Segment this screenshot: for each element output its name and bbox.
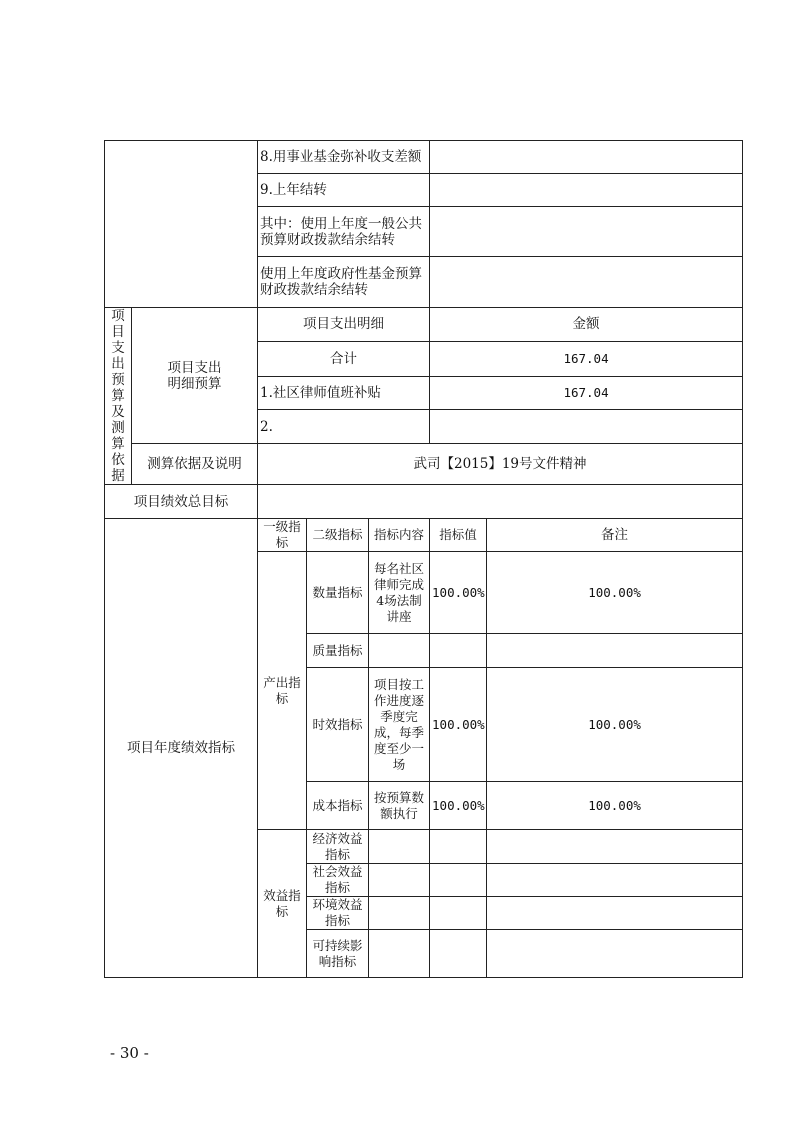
page-number: - 30 - (110, 1044, 149, 1062)
item-1-value: 167.04 (430, 376, 743, 410)
row-fund-balance-label: 8.用事业基金弥补收支差额 (258, 141, 430, 174)
indicator-content (369, 864, 430, 897)
group-output-indicators: 产出指标 (258, 552, 307, 830)
total-value: 167.04 (430, 341, 743, 376)
indicator-level2: 经济效益指标 (307, 830, 369, 864)
overall-goal-label: 项目绩效总目标 (105, 485, 258, 519)
indicator-level2: 质量指标 (307, 634, 369, 668)
indicator-level2: 数量指标 (307, 552, 369, 634)
indicator-value: 100.00% (430, 668, 487, 782)
header-level2: 二级指标 (307, 519, 369, 552)
header-content: 指标内容 (369, 519, 430, 552)
indicator-remark: 100.00% (487, 668, 743, 782)
header-level1: 一级指标 (258, 519, 307, 552)
indicator-level2: 成本指标 (307, 782, 369, 830)
indicator-content: 按预算数额执行 (369, 782, 430, 830)
section-label-expenditure-basis: 项目支出预算及测算依据 (105, 308, 132, 485)
indicator-content: 每名社区律师完成4场法制讲座 (369, 552, 430, 634)
indicator-remark (487, 897, 743, 930)
indicator-remark (487, 864, 743, 897)
row-fund-budget-carryover-label: 使用上年度政府性基金预算财政拨款结余结转 (258, 257, 430, 308)
row-prior-carryover-label: 9.上年结转 (258, 174, 430, 207)
group-benefit-indicators: 效益指标 (258, 830, 307, 978)
indicator-level2: 时效指标 (307, 668, 369, 782)
item-2-value (430, 410, 743, 444)
indicator-level2: 环境效益指标 (307, 897, 369, 930)
section-label-expenditure-detail: 项目支出明细预算 (132, 308, 258, 444)
indicator-level2: 可持续影响指标 (307, 930, 369, 978)
basis-label: 测算依据及说明 (132, 444, 258, 485)
basis-value: 武司【2015】19号文件精神 (258, 444, 743, 485)
header-amount: 金额 (430, 308, 743, 342)
indicator-content (369, 930, 430, 978)
indicator-content (369, 897, 430, 930)
annual-indicators-label: 项目年度绩效指标 (105, 519, 258, 978)
row-fund-balance-value (430, 141, 743, 174)
empty-label-cell (105, 141, 258, 308)
indicator-remark: 100.00% (487, 552, 743, 634)
header-remark: 备注 (487, 519, 743, 552)
item-1-label: 1.社区律师值班补贴 (258, 376, 430, 410)
indicator-content (369, 830, 430, 864)
indicator-content (369, 634, 430, 668)
indicator-remark: 100.00% (487, 782, 743, 830)
item-2-label: 2. (258, 410, 430, 444)
indicator-value (430, 634, 487, 668)
header-value: 指标值 (430, 519, 487, 552)
budget-table (104, 140, 743, 978)
total-label: 合计 (258, 341, 430, 376)
indicator-value (430, 897, 487, 930)
overall-goal-value (258, 485, 743, 519)
row-general-budget-carryover-value (430, 207, 743, 257)
indicator-value: 100.00% (430, 782, 487, 830)
indicator-value (430, 864, 487, 897)
row-fund-budget-carryover-value (430, 257, 743, 308)
indicator-remark (487, 634, 743, 668)
row-prior-carryover-value (430, 174, 743, 207)
indicator-content: 项目按工作进度逐季度完成，每季度至少一场 (369, 668, 430, 782)
header-expenditure-item: 项目支出明细 (258, 308, 430, 342)
indicator-value: 100.00% (430, 552, 487, 634)
indicator-level2: 社会效益指标 (307, 864, 369, 897)
indicator-value (430, 930, 487, 978)
indicator-value (430, 830, 487, 864)
indicator-remark (487, 930, 743, 978)
indicator-remark (487, 830, 743, 864)
row-general-budget-carryover-label: 其中：使用上年度一般公共预算财政拨款结余结转 (258, 207, 430, 257)
